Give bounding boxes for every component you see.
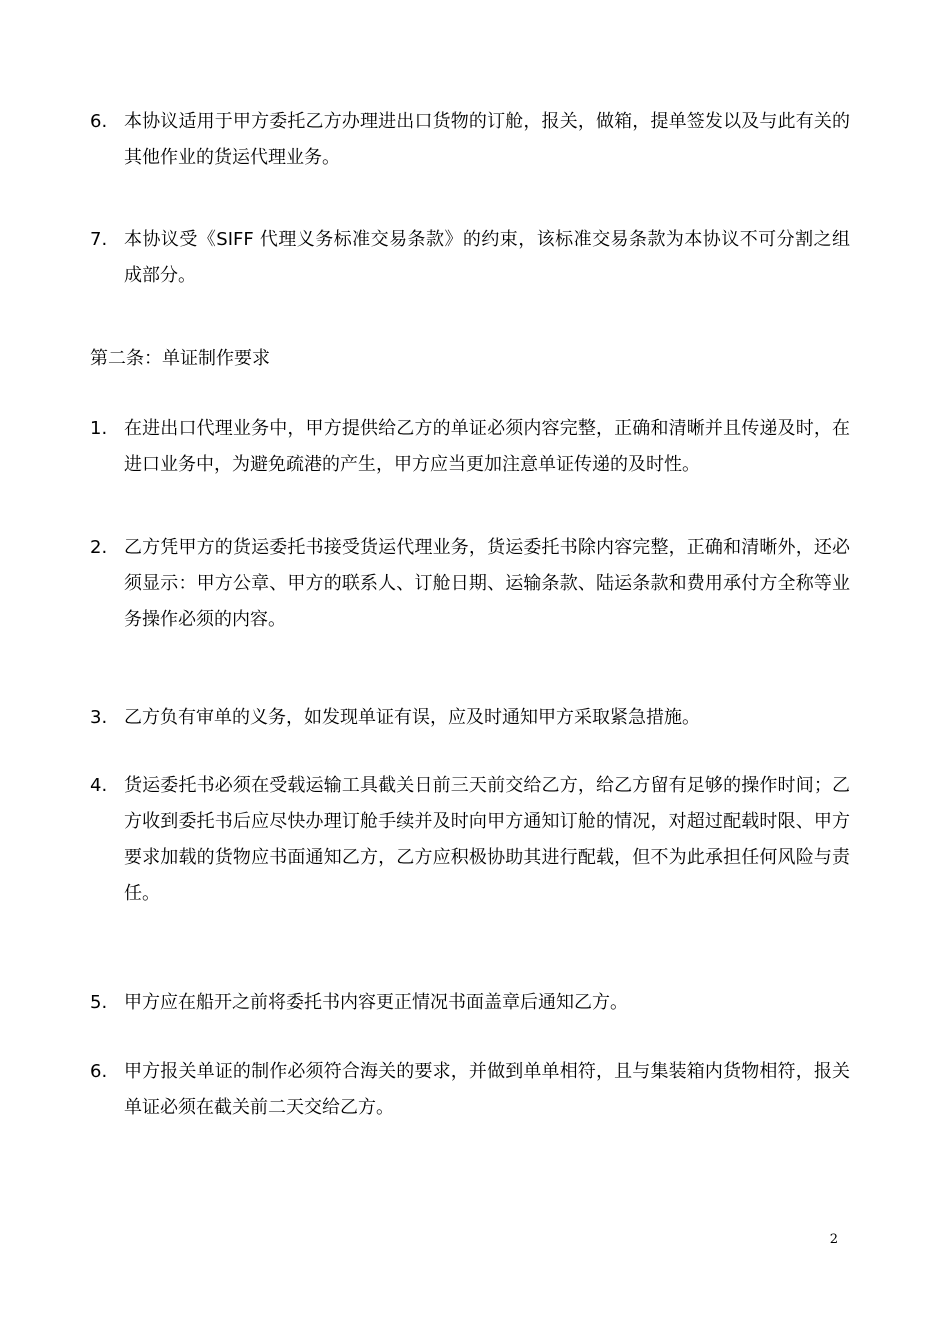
item-number: 7. — [90, 229, 108, 250]
item-text: 甲方报关单证的制作必须符合海关的要求，并做到单单相符，且与集装箱内货物相符，报关单证必须在截关前二天交给乙方。 — [124, 1061, 850, 1118]
item-2 — [90, 530, 850, 638]
item-5 — [90, 985, 850, 1021]
item-text: 本协议受《SIFF 代理义务标准交易条款》的约束，该标准交易条款为本协议不可分割之组成部分。 — [124, 229, 850, 286]
section-heading: 第二条：单证制作要求 — [90, 348, 270, 369]
item-4 — [90, 768, 850, 912]
item-3 — [90, 700, 850, 736]
item-number: 6. — [90, 111, 108, 132]
item-7-top — [90, 222, 850, 294]
item-6 — [90, 1054, 850, 1126]
item-1 — [90, 411, 850, 483]
item-6-top — [90, 104, 850, 176]
item-text: 货运委托书必须在受载运输工具截关日前三天前交给乙方，给乙方留有足够的操作时间；乙方收到委托书后应尽快办理订舱手续并及时向甲方通知订舱的情况，对超过配载时限、甲方要求加载的货物应书面通知乙方，乙方应积极协助其进行配载，但不为此承担任何风险与责任。 — [124, 775, 850, 904]
item-text: 乙方凭甲方的货运委托书接受货运代理业务，货运委托书除内容完整，正确和清晰外，还必须显示：甲方公章、甲方的联系人、订舱日期、运输条款、陆运条款和费用承付方全称等业务操作必须的内容。 — [124, 537, 850, 630]
page-number: 2 — [829, 1232, 838, 1247]
item-text: 本协议适用于甲方委托乙方办理进出口货物的订舱，报关，做箱，提单签发以及与此有关的其他作业的货运代理业务。 — [124, 111, 850, 168]
item-number: 6. — [90, 1061, 108, 1082]
item-text: 乙方负有审单的义务，如发现单证有误，应及时通知甲方采取紧急措施。 — [124, 707, 700, 728]
item-number: 4. — [90, 775, 108, 796]
item-text: 甲方应在船开之前将委托书内容更正情况书面盖章后通知乙方。 — [124, 992, 628, 1013]
item-number: 2. — [90, 537, 108, 558]
item-number: 1. — [90, 418, 108, 439]
item-number: 5. — [90, 992, 108, 1013]
item-text: 在进出口代理业务中，甲方提供给乙方的单证必须内容完整，正确和清晰并且传递及时，在进口业务中，为避免疏港的产生，甲方应当更加注意单证传递的及时性。 — [124, 418, 850, 475]
item-number: 3. — [90, 707, 108, 728]
